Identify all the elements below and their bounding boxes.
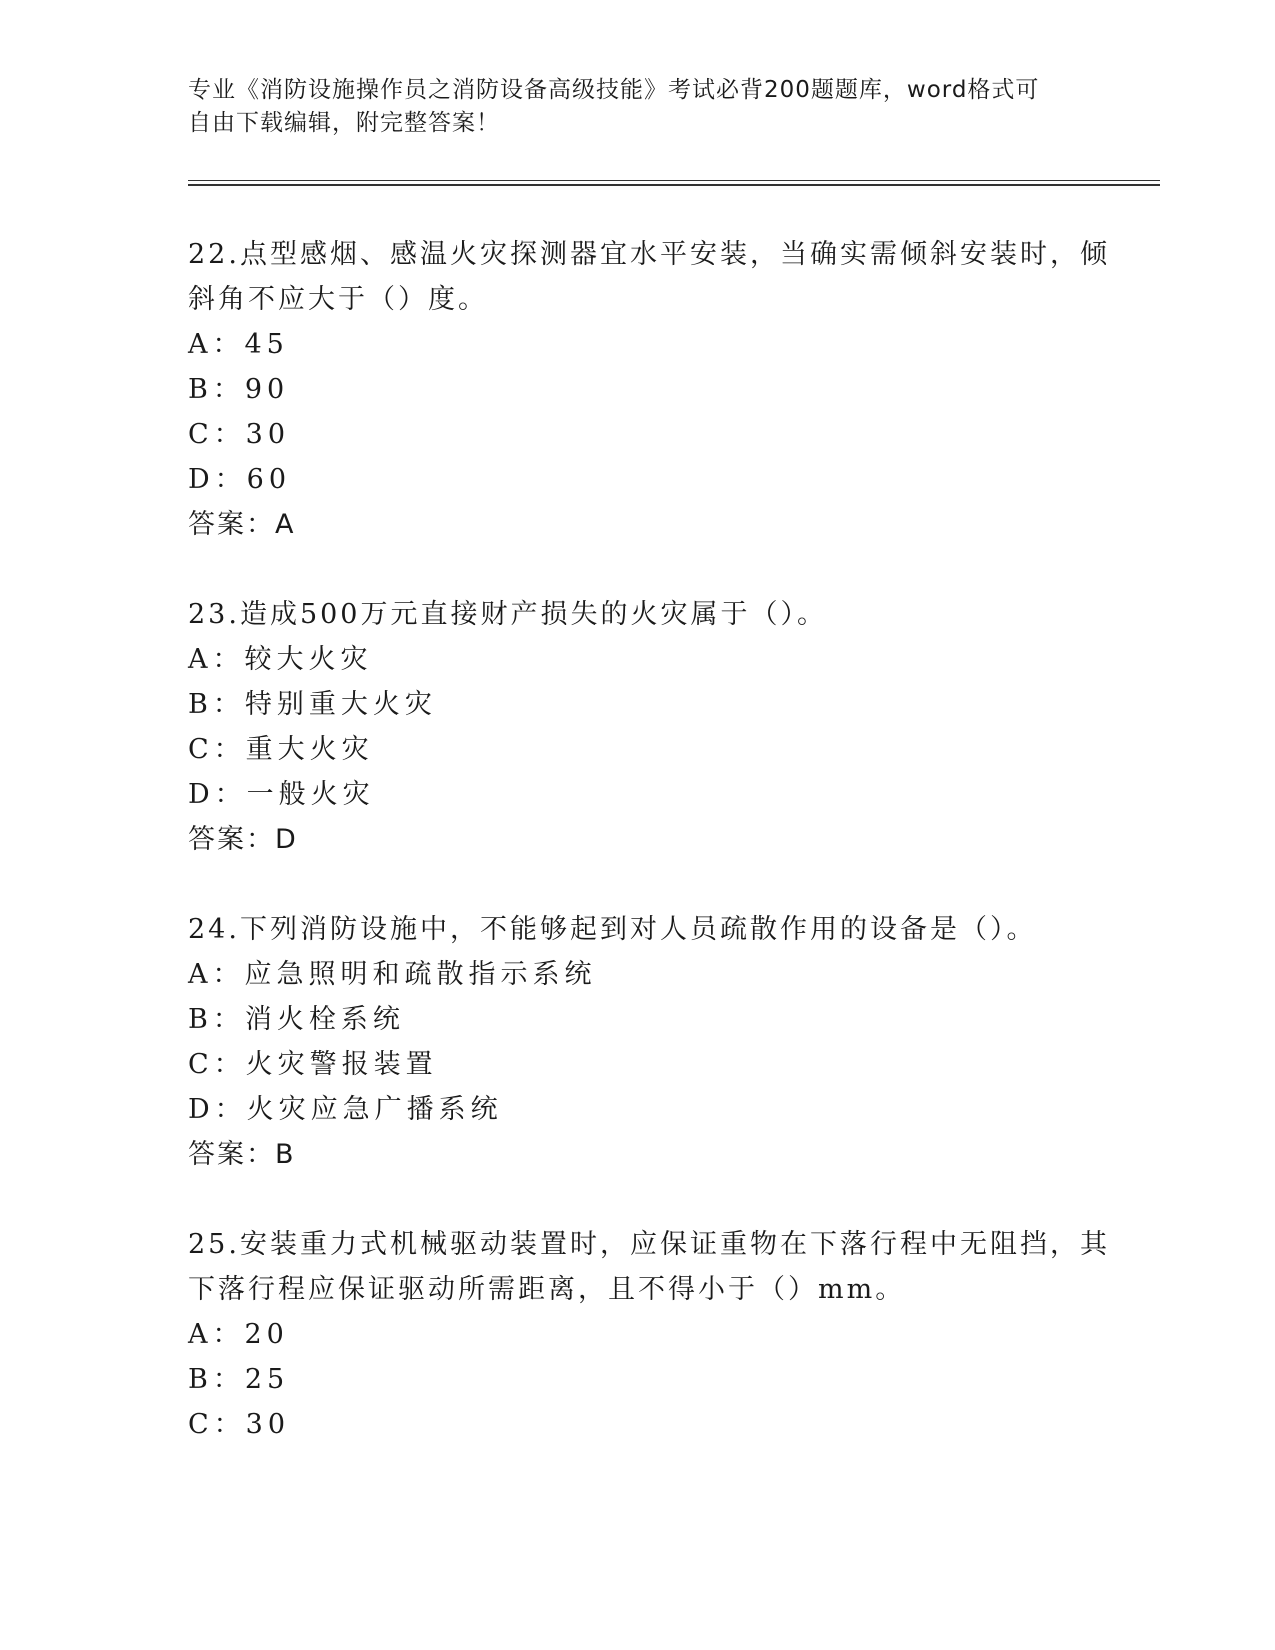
question-23-option-b: B：特别重大火灾 — [188, 689, 437, 720]
question-22-option-b: B：90 — [188, 374, 290, 405]
question-25-stem-line-1: 25.安装重力式机械驱动装置时，应保证重物在下落行程中无阻挡，其 — [188, 1229, 1110, 1260]
question-22-stem-line-1: 22.点型感烟、感温火灾探测器宜水平安装，当确实需倾斜安装时，倾 — [188, 239, 1110, 270]
question-23-option-d: D：一般火灾 — [188, 779, 375, 810]
question-22-option-a: A：45 — [188, 329, 289, 360]
header-line-1: 专业《消防设施操作员之消防设备高级技能》考试必背200题题库，word格式可 — [188, 77, 1040, 103]
question-25-option-a: A：20 — [188, 1319, 289, 1350]
question-24-stem-line-1: 24.下列消防设施中，不能够起到对人员疏散作用的设备是（）。 — [188, 914, 1037, 945]
header-divider-thick — [188, 184, 1160, 186]
question-23-answer: 答案：D — [188, 824, 298, 855]
header-line-2: 自由下载编辑，附完整答案！ — [188, 110, 500, 136]
question-22-option-d: D：60 — [188, 464, 292, 495]
question-22-stem-line-2: 斜角不应大于（）度。 — [188, 284, 488, 315]
question-24-answer: 答案：B — [188, 1139, 296, 1170]
question-24-option-c: C：火灾警报装置 — [188, 1049, 438, 1080]
header-divider-thin — [188, 180, 1160, 181]
question-24-option-b: B：消火栓系统 — [188, 1004, 405, 1035]
question-25-option-c: C：30 — [188, 1409, 291, 1440]
question-22-answer: 答案：A — [188, 509, 296, 540]
question-23-stem-line-1: 23.造成500万元直接财产损失的火灾属于（）。 — [188, 599, 827, 630]
question-23-option-c: C：重大火灾 — [188, 734, 374, 765]
question-22-option-c: C：30 — [188, 419, 291, 450]
question-24-option-d: D：火灾应急广播系统 — [188, 1094, 503, 1125]
question-23-option-a: A：较大火灾 — [188, 644, 373, 675]
question-25-option-b: B：25 — [188, 1364, 290, 1395]
document-header — [188, 74, 1088, 140]
question-24-option-a: A：应急照明和疏散指示系统 — [188, 959, 597, 990]
question-25-stem-line-2: 下落行程应保证驱动所需距离，且不得小于（）mm。 — [188, 1274, 906, 1305]
